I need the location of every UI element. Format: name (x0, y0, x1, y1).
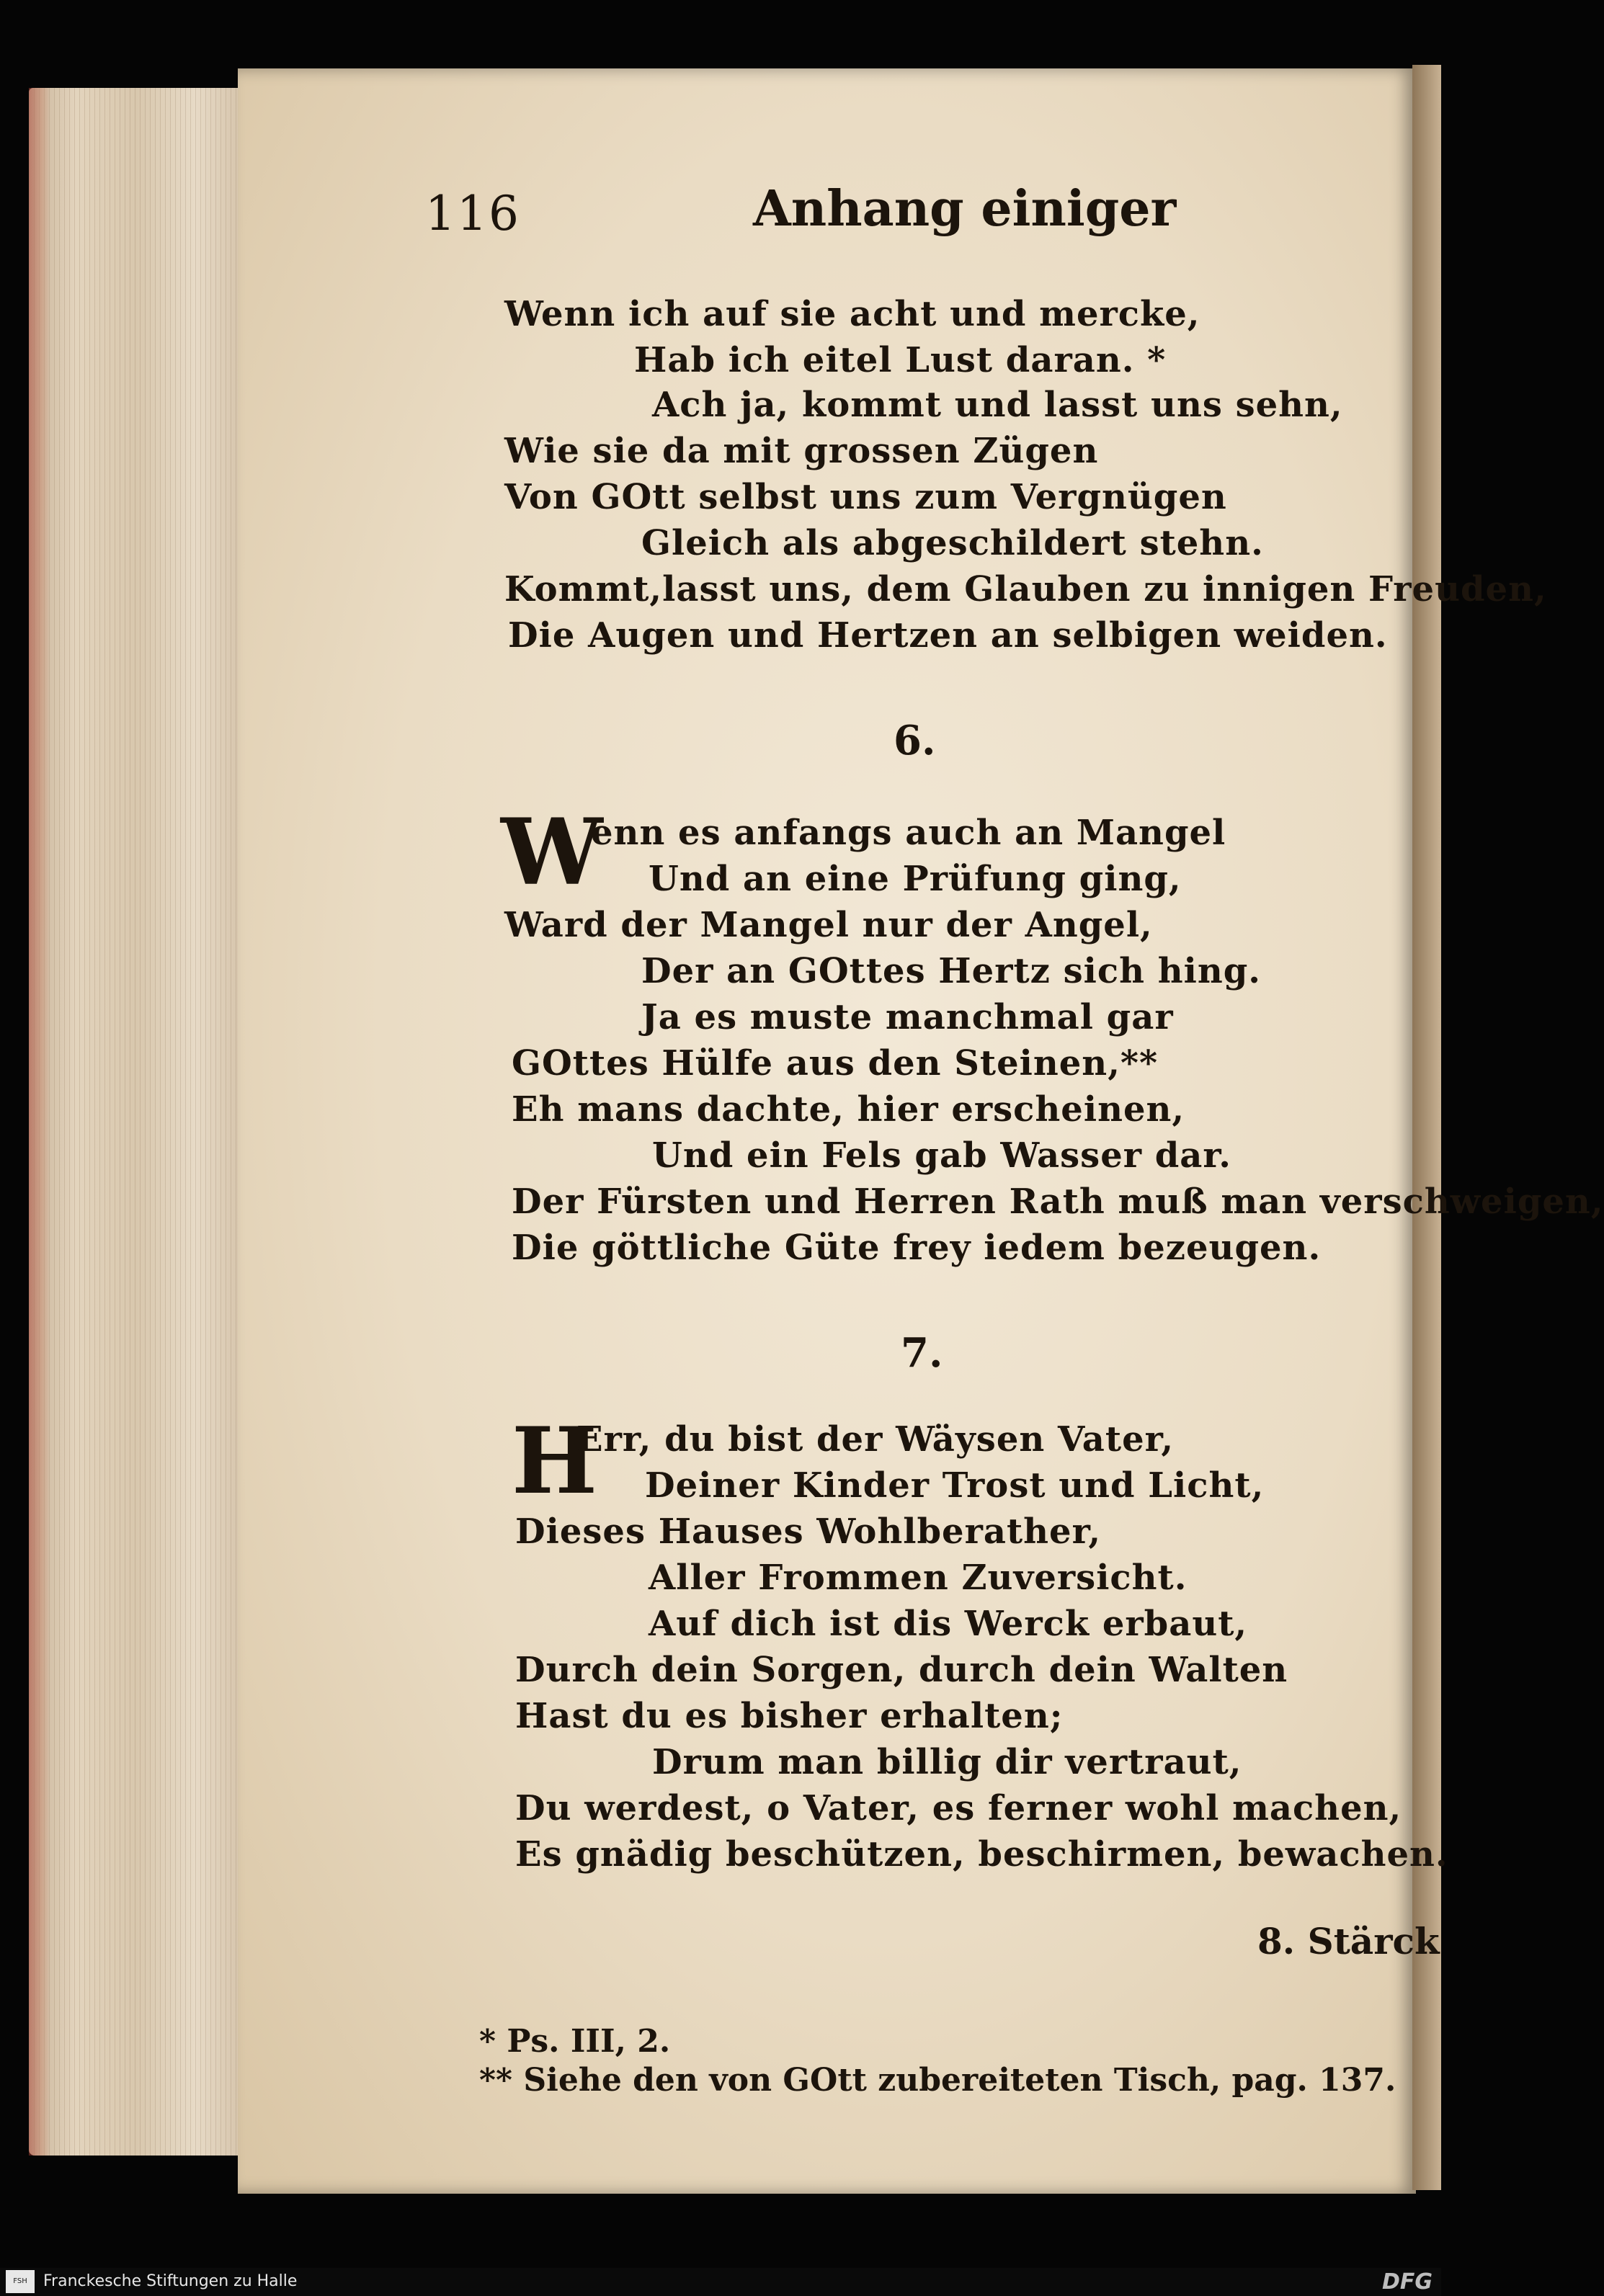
dfg-badge: DFG (1381, 2269, 1433, 2295)
poem-line: Und ein Fels gab Wasser dar. (652, 1135, 1231, 1176)
poem-line: Eh mans dachte, hier erscheinen, (512, 1089, 1185, 1130)
footnote: * Ps. III, 2. (479, 2023, 671, 2060)
poem-line: Die göttliche Güte frey iedem bezeugen. (512, 1228, 1322, 1268)
poem-line: Der an GOttes Hertz sich hing. (641, 951, 1262, 991)
poem-line: Aller Frommen Zuversicht. (649, 1558, 1188, 1598)
poem-line: enn es anfangs auch an Mangel (591, 813, 1226, 853)
poem-line: Gleich als abgeschildert stehn. (641, 523, 1264, 563)
poem-line: Ja es muste manchmal gar (641, 997, 1174, 1037)
footnote: ** Siehe den von GOtt zubereiteten Tisch, pag. 137. (479, 2062, 1396, 2099)
poem-line: Deiner Kinder Trost und Licht, (645, 1465, 1265, 1506)
poem-line: Wenn ich auf sie acht und mercke, (504, 294, 1200, 334)
book-page-edges (29, 88, 267, 2156)
poem-line: Ward der Mangel nur der Angel, (504, 905, 1153, 945)
poem-line: Durch dein Sorgen, durch dein Walten (515, 1650, 1288, 1690)
poem-line: GOttes Hülfe aus den Steinen,** (512, 1043, 1159, 1084)
poem-line: Der Fürsten und Herren Rath muß man verschweigen, (512, 1181, 1604, 1222)
poem-line: Err, du bist der Wäysen Vater, (576, 1419, 1175, 1460)
stanza-number: 6. (894, 717, 936, 764)
running-head: Anhang einiger (753, 180, 1177, 238)
poem-line: Die Augen und Hertzen an selbigen weiden. (508, 615, 1388, 656)
poem-line: Hab ich eitel Lust daran. * (634, 340, 1167, 380)
poem-line: Und an eine Prüfung ging, (649, 859, 1182, 899)
poem-line: Auf dich ist dis Werck erbaut, (649, 1604, 1248, 1644)
page-number: 116 (425, 186, 520, 241)
poem-line: Kommt,lasst uns, dem Glauben zu innigen Freuden, (504, 569, 1547, 609)
poem-line: Wie sie da mit grossen Zügen (504, 431, 1099, 471)
poem-line: Dieses Hauses Wohlberather, (515, 1511, 1102, 1552)
poem-line: Drum man billig dir vertraut, (652, 1742, 1242, 1782)
drop-cap-initial: H (512, 1408, 598, 1514)
poem-line: Es gnädig beschützen, beschirmen, bewachen. (515, 1834, 1448, 1875)
institution-logo: FSH (6, 2270, 35, 2293)
poem-line: Ach ja, kommt und lasst uns sehn, (652, 385, 1343, 425)
institution-name: Franckesche Stiftungen zu Halle (43, 2272, 298, 2290)
catchword: 8. Stärck (1257, 1920, 1440, 1962)
poem-line: Du werdest, o Vater, es ferner wohl machen, (515, 1788, 1402, 1828)
drop-cap-initial: W (501, 799, 603, 906)
poem-line: Von GOtt selbst uns zum Vergnügen (504, 477, 1227, 517)
poem-line: Hast du es bisher erhalten; (515, 1696, 1064, 1736)
stanza-number: 7. (901, 1329, 943, 1377)
